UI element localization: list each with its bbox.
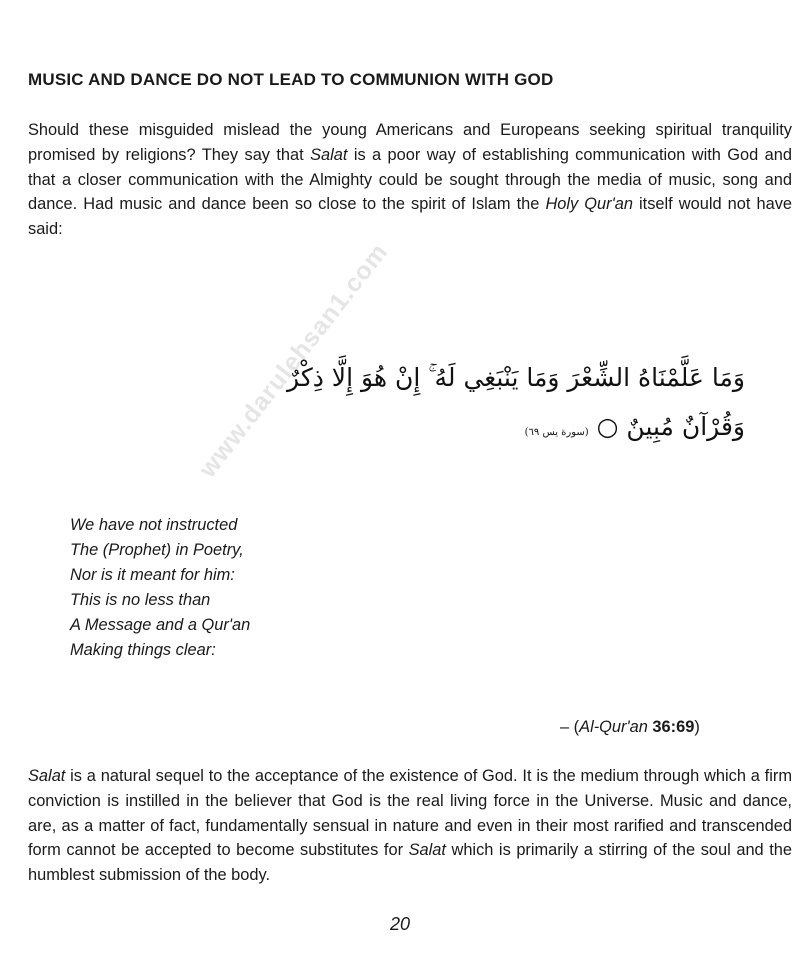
arabic-verse-line-1: وَمَا عَلَّمْنَاهُ الشِّعْرَ وَمَا يَنْبَغِي لَهُ ۚ إِنْ هُوَ إِلَّا ذِكْرٌ	[287, 363, 745, 392]
intro-text-b: is a poor way of establishing communication with God and that a closer communication with the Almighty could be sought through the media of music, song and dance. Had music and dance been so close to the spirit of Islam the	[28, 145, 792, 214]
citation-dash: – (	[560, 718, 580, 736]
verse-line: A Message and a Qur'an	[70, 616, 251, 634]
arabic-surah-reference: (سورة يس ٦٩)	[524, 427, 589, 438]
section-heading: MUSIC AND DANCE DO NOT LEAD TO COMMUNION WITH GOD	[28, 70, 554, 89]
closing-text-b: which is primarily a stirring of the soul and the humblest submission of the body.	[28, 841, 793, 885]
verse-line: We have not instructed	[70, 516, 238, 534]
arabic-verse-line-2	[200, 412, 745, 441]
intro-quran-term: Holy Qur'an	[545, 195, 633, 214]
verse-line: Making things clear:	[70, 641, 216, 659]
closing-text-a: is a natural sequel to the acceptance of the existence of God. It is the medium through which a firm conviction is instilled in the believer that God is the real living force in the Universe. Music and dance, are, as a matter of fact, fundamentally sensual in nature and even in their most rarified and transcended form cannot be accepted to become substitutes for	[28, 767, 792, 860]
arabic-verse-text: وَقُرْآنٌ مُبِينٌ ○	[596, 412, 745, 441]
verse-translation	[70, 513, 250, 663]
citation-reference: 36:69	[652, 718, 695, 736]
website-watermark: www.darulehsan1.com	[193, 237, 394, 483]
verse-line: This is no less than	[70, 591, 211, 609]
page-number: 20	[389, 914, 411, 934]
citation-source: Al-Qur'an	[579, 718, 648, 736]
intro-text-c: itself would not have said:	[28, 195, 793, 239]
intro-salat-term: Salat	[310, 145, 348, 164]
intro-text-a: Should these misguided mislead the young Americans and Europeans seeking spiritual tranquility promised by religions? They say that	[28, 121, 792, 164]
intro-paragraph	[28, 118, 792, 242]
closing-paragraph	[28, 764, 792, 888]
closing-salat-term: Salat	[28, 767, 66, 785]
verse-line: The (Prophet) in Poetry,	[70, 541, 244, 559]
verse-line: Nor is it meant for him:	[70, 566, 235, 584]
verse-citation	[560, 718, 700, 737]
citation-close: )	[694, 718, 700, 736]
closing-salat-term-2: Salat	[408, 841, 446, 860]
